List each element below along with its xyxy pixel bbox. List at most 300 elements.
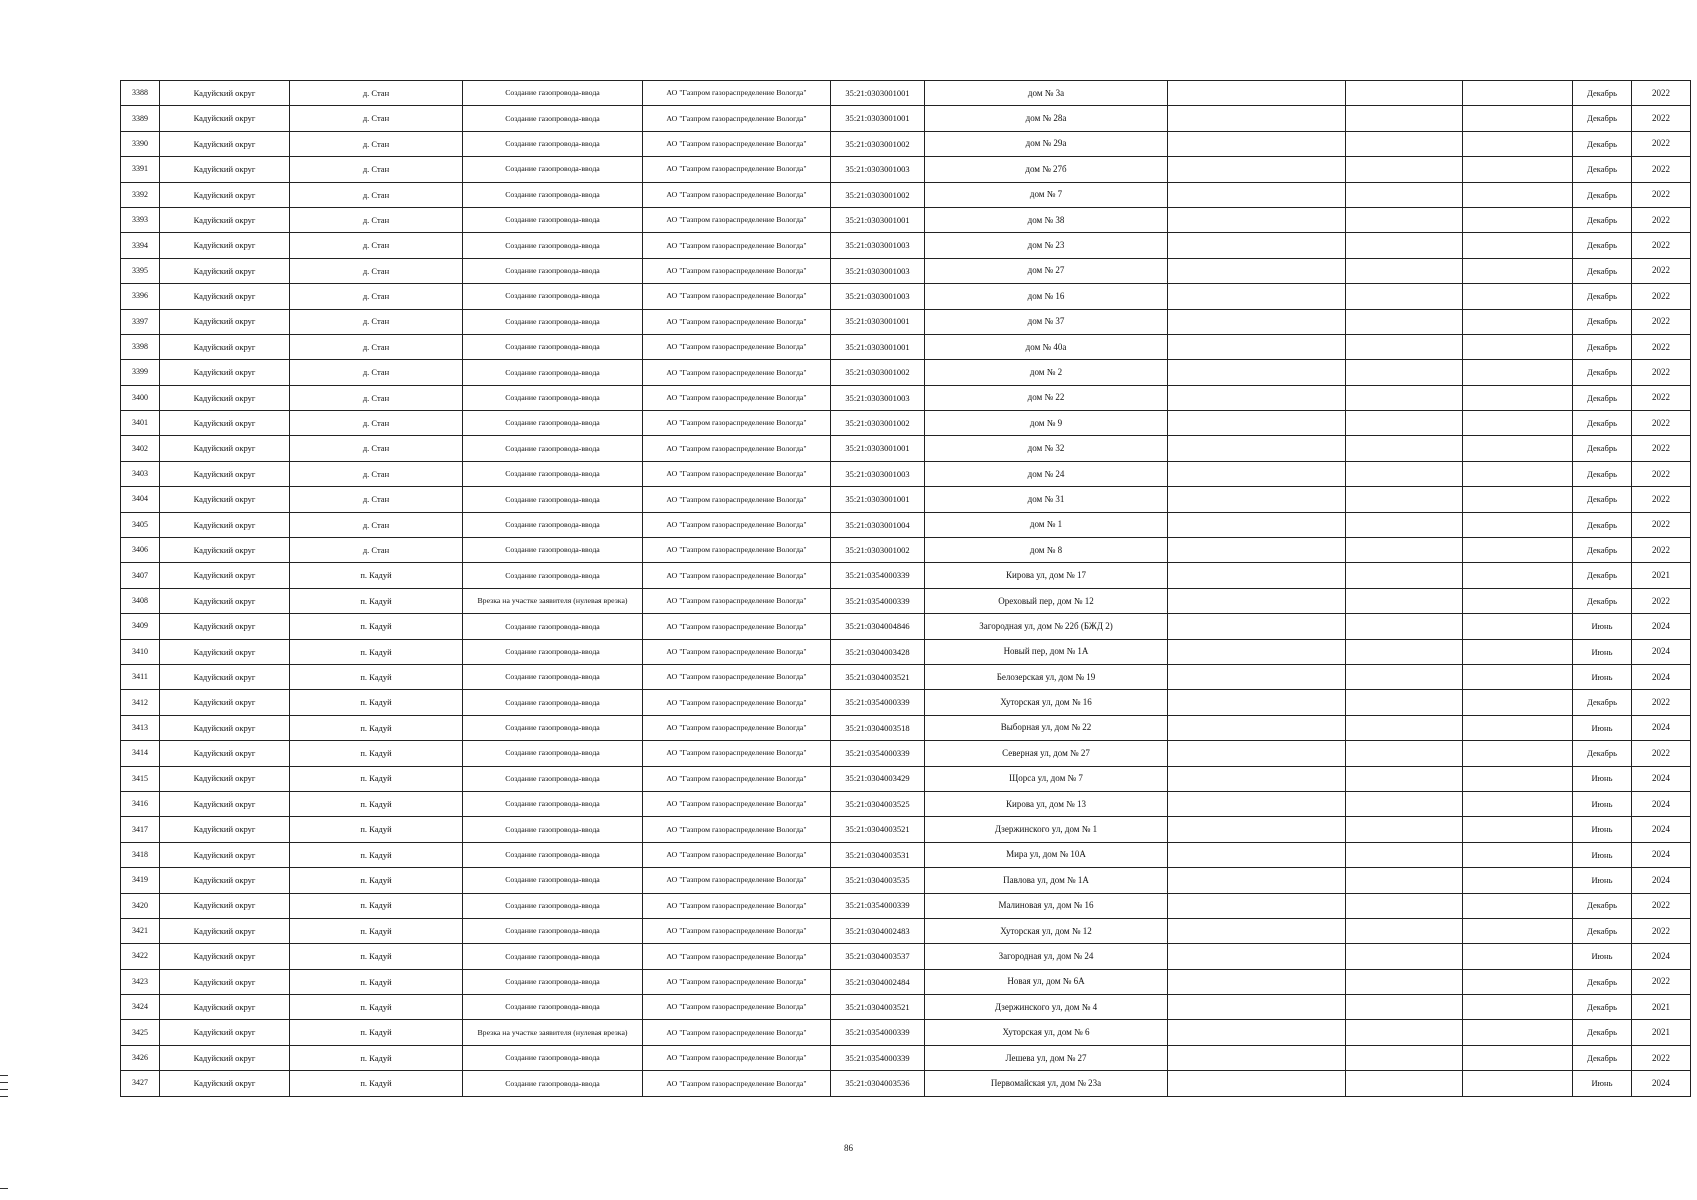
cell-number: 3422 bbox=[121, 944, 160, 969]
cell-locality: п. Кадуй bbox=[290, 817, 463, 842]
cell-work-type: Создание газопровода-ввода bbox=[463, 741, 643, 766]
cell-locality: д. Стан bbox=[290, 538, 463, 563]
cell-locality: п. Кадуй bbox=[290, 741, 463, 766]
cell-locality: д. Стан bbox=[290, 512, 463, 537]
table-row bbox=[121, 1045, 1691, 1070]
cell-empty bbox=[1346, 690, 1463, 715]
cell-work-type: Создание газопровода-ввода bbox=[463, 487, 643, 512]
cell-empty bbox=[1168, 81, 1346, 106]
cell-year: 2022 bbox=[1632, 588, 1691, 613]
cell-year: 2022 bbox=[1632, 487, 1691, 512]
cell-month: Июнь bbox=[1573, 944, 1632, 969]
cell-cadastral-number: 35:21:0303001004 bbox=[831, 512, 925, 537]
table-row bbox=[121, 182, 1691, 207]
cell-organization: АО "Газпром газораспределение Вологда" bbox=[643, 944, 831, 969]
cell-empty bbox=[1168, 182, 1346, 207]
cell-district: Кадуйский округ bbox=[160, 741, 290, 766]
cell-empty bbox=[1346, 715, 1463, 740]
cell-year: 2024 bbox=[1632, 715, 1691, 740]
margin-mark bbox=[0, 1082, 8, 1083]
cell-district: Кадуйский округ bbox=[160, 664, 290, 689]
cell-district: Кадуйский округ bbox=[160, 918, 290, 943]
cell-empty bbox=[1463, 715, 1573, 740]
cell-locality: п. Кадуй bbox=[290, 969, 463, 994]
cell-month: Июнь bbox=[1573, 791, 1632, 816]
table-row bbox=[121, 918, 1691, 943]
table-row bbox=[121, 360, 1691, 385]
cell-cadastral-number: 35:21:0354000339 bbox=[831, 1020, 925, 1045]
cell-cadastral-number: 35:21:0304003518 bbox=[831, 715, 925, 740]
cell-empty bbox=[1346, 81, 1463, 106]
cell-empty bbox=[1463, 538, 1573, 563]
cell-locality: п. Кадуй bbox=[290, 588, 463, 613]
page-number: 86 bbox=[844, 1143, 853, 1153]
cell-district: Кадуйский округ bbox=[160, 791, 290, 816]
cell-organization: АО "Газпром газораспределение Вологда" bbox=[643, 233, 831, 258]
cell-cadastral-number: 35:21:0354000339 bbox=[831, 588, 925, 613]
table-row bbox=[121, 868, 1691, 893]
cell-address: дом № 38 bbox=[925, 207, 1168, 232]
margin-mark-bottom bbox=[0, 1188, 8, 1189]
cell-empty bbox=[1168, 690, 1346, 715]
cell-locality: п. Кадуй bbox=[290, 1071, 463, 1096]
cell-locality: д. Стан bbox=[290, 436, 463, 461]
cell-empty bbox=[1346, 918, 1463, 943]
cell-month: Декабрь bbox=[1573, 258, 1632, 283]
cell-empty bbox=[1463, 918, 1573, 943]
cell-district: Кадуйский округ bbox=[160, 334, 290, 359]
cell-month: Декабрь bbox=[1573, 309, 1632, 334]
cell-cadastral-number: 35:21:0304003521 bbox=[831, 664, 925, 689]
cell-empty bbox=[1463, 588, 1573, 613]
cell-empty bbox=[1463, 258, 1573, 283]
table-row bbox=[121, 512, 1691, 537]
cell-organization: АО "Газпром газораспределение Вологда" bbox=[643, 182, 831, 207]
cell-locality: п. Кадуй bbox=[290, 614, 463, 639]
cell-empty bbox=[1168, 918, 1346, 943]
table-row bbox=[121, 207, 1691, 232]
cell-locality: п. Кадуй bbox=[290, 1045, 463, 1070]
cell-empty bbox=[1168, 563, 1346, 588]
cell-empty bbox=[1168, 512, 1346, 537]
cell-empty bbox=[1346, 360, 1463, 385]
cell-empty bbox=[1346, 512, 1463, 537]
cell-address: дом № 22 bbox=[925, 385, 1168, 410]
cell-year: 2022 bbox=[1632, 309, 1691, 334]
cell-locality: д. Стан bbox=[290, 106, 463, 131]
cell-organization: АО "Газпром газораспределение Вологда" bbox=[643, 131, 831, 156]
margin-mark bbox=[0, 1089, 8, 1090]
registry-table bbox=[120, 80, 1691, 1097]
table-row bbox=[121, 842, 1691, 867]
cell-organization: АО "Газпром газораспределение Вологда" bbox=[643, 258, 831, 283]
cell-month: Декабрь bbox=[1573, 487, 1632, 512]
cell-number: 3417 bbox=[121, 817, 160, 842]
cell-district: Кадуйский округ bbox=[160, 817, 290, 842]
cell-district: Кадуйский округ bbox=[160, 411, 290, 436]
cell-month: Декабрь bbox=[1573, 360, 1632, 385]
cell-empty bbox=[1463, 360, 1573, 385]
cell-address: Малиновая ул, дом № 16 bbox=[925, 893, 1168, 918]
cell-work-type: Создание газопровода-ввода bbox=[463, 842, 643, 867]
cell-year: 2022 bbox=[1632, 157, 1691, 182]
cell-number: 3415 bbox=[121, 766, 160, 791]
cell-empty bbox=[1346, 334, 1463, 359]
cell-number: 3398 bbox=[121, 334, 160, 359]
cell-month: Июнь bbox=[1573, 817, 1632, 842]
cell-organization: АО "Газпром газораспределение Вологда" bbox=[643, 817, 831, 842]
cell-month: Декабрь bbox=[1573, 1020, 1632, 1045]
cell-district: Кадуйский округ bbox=[160, 284, 290, 309]
cell-locality: п. Кадуй bbox=[290, 918, 463, 943]
table-row bbox=[121, 664, 1691, 689]
cell-cadastral-number: 35:21:0354000339 bbox=[831, 893, 925, 918]
cell-month: Июнь bbox=[1573, 1071, 1632, 1096]
cell-address: Кирова ул, дом № 17 bbox=[925, 563, 1168, 588]
cell-empty bbox=[1168, 106, 1346, 131]
cell-work-type: Создание газопровода-ввода bbox=[463, 538, 643, 563]
cell-empty bbox=[1463, 309, 1573, 334]
cell-number: 3404 bbox=[121, 487, 160, 512]
cell-month: Декабрь bbox=[1573, 81, 1632, 106]
cell-empty bbox=[1346, 995, 1463, 1020]
cell-address: дом № 2 bbox=[925, 360, 1168, 385]
cell-number: 3394 bbox=[121, 233, 160, 258]
cell-empty bbox=[1463, 614, 1573, 639]
cell-district: Кадуйский округ bbox=[160, 81, 290, 106]
cell-year: 2024 bbox=[1632, 1071, 1691, 1096]
cell-address: Новая ул, дом № 6А bbox=[925, 969, 1168, 994]
cell-year: 2022 bbox=[1632, 893, 1691, 918]
cell-locality: д. Стан bbox=[290, 233, 463, 258]
table-row bbox=[121, 81, 1691, 106]
cell-year: 2022 bbox=[1632, 385, 1691, 410]
cell-cadastral-number: 35:21:0303001001 bbox=[831, 207, 925, 232]
cell-address: Ореховый пер, дом № 12 bbox=[925, 588, 1168, 613]
cell-year: 2021 bbox=[1632, 563, 1691, 588]
cell-month: Декабрь bbox=[1573, 588, 1632, 613]
cell-empty bbox=[1168, 664, 1346, 689]
cell-work-type: Создание газопровода-ввода bbox=[463, 207, 643, 232]
cell-locality: д. Стан bbox=[290, 411, 463, 436]
cell-organization: АО "Газпром газораспределение Вологда" bbox=[643, 664, 831, 689]
cell-empty bbox=[1346, 106, 1463, 131]
cell-organization: АО "Газпром газораспределение Вологда" bbox=[643, 614, 831, 639]
cell-empty bbox=[1463, 411, 1573, 436]
cell-work-type: Создание газопровода-ввода bbox=[463, 258, 643, 283]
cell-locality: д. Стан bbox=[290, 360, 463, 385]
cell-work-type: Создание газопровода-ввода bbox=[463, 182, 643, 207]
table-row bbox=[121, 487, 1691, 512]
cell-month: Декабрь bbox=[1573, 411, 1632, 436]
cell-work-type: Создание газопровода-ввода bbox=[463, 360, 643, 385]
cell-month: Декабрь bbox=[1573, 690, 1632, 715]
cell-district: Кадуйский округ bbox=[160, 588, 290, 613]
cell-year: 2024 bbox=[1632, 639, 1691, 664]
cell-empty bbox=[1346, 563, 1463, 588]
cell-empty bbox=[1463, 334, 1573, 359]
cell-address: дом № 27 bbox=[925, 258, 1168, 283]
cell-number: 3391 bbox=[121, 157, 160, 182]
cell-number: 3420 bbox=[121, 893, 160, 918]
cell-number: 3416 bbox=[121, 791, 160, 816]
cell-month: Июнь bbox=[1573, 842, 1632, 867]
cell-district: Кадуйский округ bbox=[160, 715, 290, 740]
cell-work-type: Создание газопровода-ввода bbox=[463, 284, 643, 309]
cell-address: Хуторская ул, дом № 12 bbox=[925, 918, 1168, 943]
cell-empty bbox=[1463, 157, 1573, 182]
cell-locality: д. Стан bbox=[290, 487, 463, 512]
cell-month: Декабрь bbox=[1573, 106, 1632, 131]
cell-locality: п. Кадуй bbox=[290, 690, 463, 715]
cell-empty bbox=[1463, 842, 1573, 867]
cell-cadastral-number: 35:21:0303001001 bbox=[831, 81, 925, 106]
cell-district: Кадуйский округ bbox=[160, 842, 290, 867]
cell-empty bbox=[1463, 741, 1573, 766]
cell-district: Кадуйский округ bbox=[160, 563, 290, 588]
cell-work-type: Создание газопровода-ввода bbox=[463, 436, 643, 461]
cell-work-type: Врезка на участке заявителя (нулевая врезка) bbox=[463, 1020, 643, 1045]
cell-empty bbox=[1463, 690, 1573, 715]
table-row bbox=[121, 741, 1691, 766]
cell-month: Июнь bbox=[1573, 664, 1632, 689]
cell-cadastral-number: 35:21:0303001002 bbox=[831, 360, 925, 385]
cell-work-type: Создание газопровода-ввода bbox=[463, 690, 643, 715]
cell-work-type: Создание газопровода-ввода bbox=[463, 944, 643, 969]
cell-district: Кадуйский округ bbox=[160, 461, 290, 486]
cell-empty bbox=[1168, 969, 1346, 994]
cell-year: 2022 bbox=[1632, 207, 1691, 232]
table-row bbox=[121, 538, 1691, 563]
margin-mark bbox=[0, 1096, 8, 1097]
table-row bbox=[121, 233, 1691, 258]
cell-locality: д. Стан bbox=[290, 131, 463, 156]
cell-empty bbox=[1346, 487, 1463, 512]
cell-organization: АО "Газпром газораспределение Вологда" bbox=[643, 588, 831, 613]
cell-year: 2021 bbox=[1632, 995, 1691, 1020]
cell-organization: АО "Газпром газораспределение Вологда" bbox=[643, 385, 831, 410]
cell-address: дом № 27б bbox=[925, 157, 1168, 182]
cell-empty bbox=[1346, 411, 1463, 436]
cell-work-type: Врезка на участке заявителя (нулевая врезка) bbox=[463, 588, 643, 613]
cell-number: 3402 bbox=[121, 436, 160, 461]
registry-sheet bbox=[120, 80, 1691, 1097]
registry-body bbox=[121, 81, 1691, 1097]
cell-month: Июнь bbox=[1573, 614, 1632, 639]
cell-cadastral-number: 35:21:0354000339 bbox=[831, 563, 925, 588]
cell-cadastral-number: 35:21:0303001002 bbox=[831, 411, 925, 436]
cell-address: Мира ул, дом № 10А bbox=[925, 842, 1168, 867]
cell-organization: АО "Газпром газораспределение Вологда" bbox=[643, 715, 831, 740]
table-row bbox=[121, 157, 1691, 182]
cell-work-type: Создание газопровода-ввода bbox=[463, 106, 643, 131]
cell-empty bbox=[1168, 944, 1346, 969]
cell-work-type: Создание газопровода-ввода bbox=[463, 995, 643, 1020]
cell-cadastral-number: 35:21:0304002483 bbox=[831, 918, 925, 943]
cell-work-type: Создание газопровода-ввода bbox=[463, 512, 643, 537]
cell-empty bbox=[1168, 360, 1346, 385]
cell-district: Кадуйский округ bbox=[160, 1045, 290, 1070]
cell-empty bbox=[1346, 131, 1463, 156]
cell-work-type: Создание газопровода-ввода bbox=[463, 385, 643, 410]
cell-address: Хуторская ул, дом № 6 bbox=[925, 1020, 1168, 1045]
cell-number: 3388 bbox=[121, 81, 160, 106]
cell-month: Декабрь bbox=[1573, 233, 1632, 258]
cell-address: Белозерская ул, дом № 19 bbox=[925, 664, 1168, 689]
cell-organization: АО "Газпром газораспределение Вологда" bbox=[643, 969, 831, 994]
cell-number: 3425 bbox=[121, 1020, 160, 1045]
cell-month: Декабрь bbox=[1573, 334, 1632, 359]
cell-empty bbox=[1463, 766, 1573, 791]
cell-work-type: Создание газопровода-ввода bbox=[463, 817, 643, 842]
cell-cadastral-number: 35:21:0304003521 bbox=[831, 995, 925, 1020]
cell-empty bbox=[1168, 131, 1346, 156]
cell-cadastral-number: 35:21:0354000339 bbox=[831, 1045, 925, 1070]
cell-number: 3413 bbox=[121, 715, 160, 740]
cell-empty bbox=[1168, 461, 1346, 486]
table-row bbox=[121, 969, 1691, 994]
cell-district: Кадуйский округ bbox=[160, 969, 290, 994]
cell-locality: п. Кадуй bbox=[290, 842, 463, 867]
cell-month: Декабрь bbox=[1573, 512, 1632, 537]
cell-work-type: Создание газопровода-ввода bbox=[463, 791, 643, 816]
cell-cadastral-number: 35:21:0303001003 bbox=[831, 284, 925, 309]
cell-month: Декабрь bbox=[1573, 893, 1632, 918]
cell-month: Июнь bbox=[1573, 639, 1632, 664]
cell-year: 2022 bbox=[1632, 1045, 1691, 1070]
cell-month: Июнь bbox=[1573, 766, 1632, 791]
cell-number: 3419 bbox=[121, 868, 160, 893]
cell-work-type: Создание газопровода-ввода bbox=[463, 233, 643, 258]
cell-address: дом № 16 bbox=[925, 284, 1168, 309]
cell-empty bbox=[1346, 791, 1463, 816]
cell-year: 2024 bbox=[1632, 817, 1691, 842]
cell-organization: АО "Газпром газораспределение Вологда" bbox=[643, 868, 831, 893]
cell-organization: АО "Газпром газораспределение Вологда" bbox=[643, 284, 831, 309]
cell-empty bbox=[1168, 1071, 1346, 1096]
cell-locality: д. Стан bbox=[290, 258, 463, 283]
cell-address: дом № 37 bbox=[925, 309, 1168, 334]
cell-district: Кадуйский округ bbox=[160, 207, 290, 232]
cell-address: дом № 3а bbox=[925, 81, 1168, 106]
cell-empty bbox=[1168, 868, 1346, 893]
cell-empty bbox=[1346, 741, 1463, 766]
cell-address: Кирова ул, дом № 13 bbox=[925, 791, 1168, 816]
cell-locality: п. Кадуй bbox=[290, 791, 463, 816]
cell-cadastral-number: 35:21:0354000339 bbox=[831, 741, 925, 766]
cell-number: 3409 bbox=[121, 614, 160, 639]
cell-empty bbox=[1168, 791, 1346, 816]
cell-district: Кадуйский округ bbox=[160, 487, 290, 512]
cell-organization: АО "Газпром газораспределение Вологда" bbox=[643, 918, 831, 943]
cell-number: 3396 bbox=[121, 284, 160, 309]
cell-address: Щорса ул, дом № 7 bbox=[925, 766, 1168, 791]
cell-locality: п. Кадуй bbox=[290, 893, 463, 918]
cell-empty bbox=[1346, 639, 1463, 664]
cell-year: 2022 bbox=[1632, 81, 1691, 106]
cell-empty bbox=[1463, 233, 1573, 258]
cell-empty bbox=[1168, 817, 1346, 842]
cell-year: 2022 bbox=[1632, 131, 1691, 156]
cell-address: дом № 9 bbox=[925, 411, 1168, 436]
cell-organization: АО "Газпром газораспределение Вологда" bbox=[643, 436, 831, 461]
cell-organization: АО "Газпром газораспределение Вологда" bbox=[643, 512, 831, 537]
cell-empty bbox=[1168, 487, 1346, 512]
cell-empty bbox=[1346, 284, 1463, 309]
cell-number: 3411 bbox=[121, 664, 160, 689]
cell-work-type: Создание газопровода-ввода bbox=[463, 969, 643, 994]
cell-number: 3406 bbox=[121, 538, 160, 563]
cell-empty bbox=[1463, 944, 1573, 969]
cell-district: Кадуйский округ bbox=[160, 131, 290, 156]
cell-number: 3397 bbox=[121, 309, 160, 334]
cell-cadastral-number: 35:21:0303001003 bbox=[831, 258, 925, 283]
cell-cadastral-number: 35:21:0303001002 bbox=[831, 182, 925, 207]
cell-empty bbox=[1168, 157, 1346, 182]
cell-empty bbox=[1463, 1020, 1573, 1045]
cell-address: дом № 1 bbox=[925, 512, 1168, 537]
cell-year: 2022 bbox=[1632, 106, 1691, 131]
cell-address: Лешева ул, дом № 27 bbox=[925, 1045, 1168, 1070]
cell-empty bbox=[1463, 791, 1573, 816]
cell-year: 2022 bbox=[1632, 512, 1691, 537]
cell-district: Кадуйский округ bbox=[160, 639, 290, 664]
cell-month: Декабрь bbox=[1573, 538, 1632, 563]
cell-work-type: Создание газопровода-ввода bbox=[463, 893, 643, 918]
cell-year: 2022 bbox=[1632, 334, 1691, 359]
cell-organization: АО "Газпром газораспределение Вологда" bbox=[643, 1045, 831, 1070]
cell-number: 3389 bbox=[121, 106, 160, 131]
cell-cadastral-number: 35:21:0304003536 bbox=[831, 1071, 925, 1096]
cell-number: 3427 bbox=[121, 1071, 160, 1096]
cell-address: дом № 40а bbox=[925, 334, 1168, 359]
cell-address: Павлова ул, дом № 1А bbox=[925, 868, 1168, 893]
cell-number: 3424 bbox=[121, 995, 160, 1020]
cell-locality: п. Кадуй bbox=[290, 944, 463, 969]
cell-number: 3400 bbox=[121, 385, 160, 410]
cell-empty bbox=[1168, 385, 1346, 410]
cell-organization: АО "Газпром газораспределение Вологда" bbox=[643, 360, 831, 385]
cell-month: Декабрь bbox=[1573, 969, 1632, 994]
cell-empty bbox=[1463, 131, 1573, 156]
cell-empty bbox=[1168, 995, 1346, 1020]
cell-empty bbox=[1346, 969, 1463, 994]
cell-cadastral-number: 35:21:0304002484 bbox=[831, 969, 925, 994]
cell-month: Декабрь bbox=[1573, 918, 1632, 943]
cell-district: Кадуйский округ bbox=[160, 157, 290, 182]
cell-cadastral-number: 35:21:0303001001 bbox=[831, 436, 925, 461]
cell-district: Кадуйский округ bbox=[160, 309, 290, 334]
cell-year: 2022 bbox=[1632, 538, 1691, 563]
cell-work-type: Создание газопровода-ввода bbox=[463, 334, 643, 359]
cell-cadastral-number: 35:21:0304004846 bbox=[831, 614, 925, 639]
cell-year: 2022 bbox=[1632, 182, 1691, 207]
cell-locality: п. Кадуй bbox=[290, 664, 463, 689]
cell-year: 2022 bbox=[1632, 461, 1691, 486]
cell-locality: д. Стан bbox=[290, 207, 463, 232]
cell-cadastral-number: 35:21:0354000339 bbox=[831, 690, 925, 715]
cell-month: Июнь bbox=[1573, 715, 1632, 740]
cell-work-type: Создание газопровода-ввода bbox=[463, 1045, 643, 1070]
cell-address: Первомайская ул, дом № 23а bbox=[925, 1071, 1168, 1096]
cell-organization: АО "Газпром газораспределение Вологда" bbox=[643, 461, 831, 486]
cell-month: Декабрь bbox=[1573, 207, 1632, 232]
cell-month: Декабрь bbox=[1573, 995, 1632, 1020]
cell-locality: п. Кадуй bbox=[290, 715, 463, 740]
cell-month: Декабрь bbox=[1573, 284, 1632, 309]
cell-year: 2021 bbox=[1632, 1020, 1691, 1045]
cell-empty bbox=[1463, 385, 1573, 410]
